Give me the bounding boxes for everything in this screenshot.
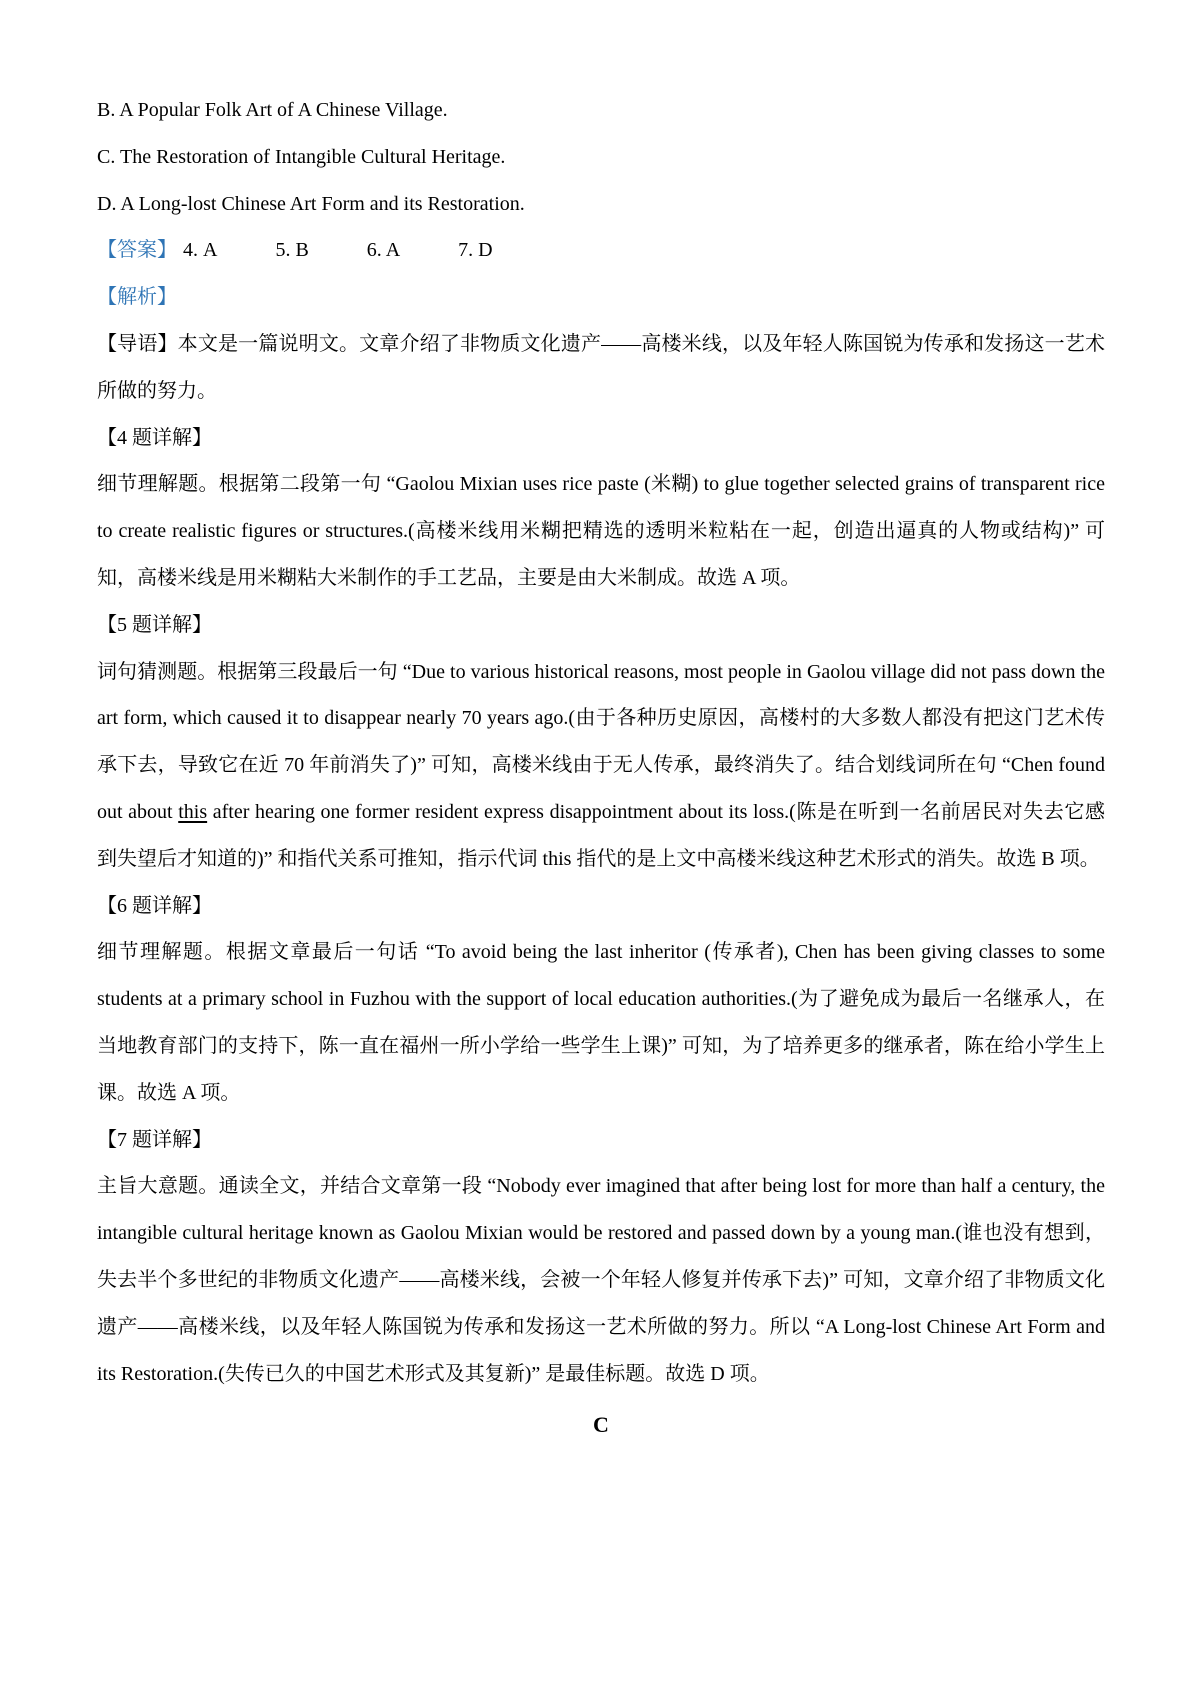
lead-paragraph bbox=[97, 321, 1105, 415]
section-5-text-post: after hearing one former resident express disappointment about its loss.(陈是在听到一名前居民对失去它感到失望后才知道的)” 和指代关系可推知，指示代词 this 指代的是上文中高楼米线这种艺术形式的消失。故选 B 项。 bbox=[97, 800, 1105, 870]
lead-label: 【导语】 bbox=[97, 332, 178, 355]
answer-item-7: 7. D bbox=[458, 239, 493, 262]
section-6-heading: 【6 题详解】 bbox=[97, 894, 212, 917]
section-4-heading: 【4 题详解】 bbox=[97, 426, 212, 449]
answer-item-6: 6. A bbox=[366, 239, 401, 262]
passage-letter-c: C bbox=[593, 1412, 609, 1438]
underlined-this: this bbox=[178, 800, 208, 823]
section-5-text-pre: 词句猜测题。根据第三段最后一句 “Due to various historical reasons, most people in Gaolou village did not pass down the art form, which caused it to disappear nearly 70 years ago.(由于各种历史原因，高楼村的大多数人都没有把这门艺术传承下去，导致它在近 70 年前消失了)” 可知，高楼米线由于无人传承，最终消失了。结合划线词所在句 “Chen found out about bbox=[97, 660, 1105, 823]
section-6-text: 细节理解题。根据文章最后一句话 “To avoid being the last inheritor (传承者), Chen has been giving classes to some students at a primary school in Fuzhou with the support of local education authorities.(为了避免成为最后一名继承人，在当地教育部门的支持下，陈一直在福州一所小学给一些学生上课)” 可知，为了培养更多的继承者，陈在给小学生上课。故选 A 项。 bbox=[97, 941, 1105, 1104]
option-line-b: B. A Popular Folk Art of A Chinese Village. bbox=[97, 99, 448, 121]
section-4-text: 细节理解题。根据第二段第一句 “Gaolou Mixian uses rice paste (米糊) to glue together selected grains of transparent rice to create realistic figures or structures.(高楼米线用米糊把精选的透明米粒粘在一起，创造出逼真的人物或结构)” 可知，高楼米线是用米糊粘大米制作的手工艺品，主要是由大米制成。故选 A 项。 bbox=[97, 473, 1105, 589]
answer-line bbox=[97, 227, 1105, 274]
section-7-text: 主旨大意题。通读全文，并结合文章第一段 “Nobody ever imagined that after being lost for more than half a century, the intangible cultural heritage known as Gaolou Mixian would be restored and passed down by a young man.(谁也没有想到，失去半个多世纪的非物质文化遗产——高楼米线，会被一个年轻人修复并传承下去)” 可知，文章介绍了非物质文化遗产——高楼米线，以及年轻人陈国锐为传承和发扬这一艺术所做的努力。所以 “A Long-lost Chinese Art Form and its Restoration.(失传已久的中国艺术形式及其复新)” 是最佳标题。故选 D 项。 bbox=[97, 1175, 1105, 1385]
section-5-paragraph bbox=[97, 649, 1105, 883]
answer-item-4: 4. A bbox=[183, 239, 218, 262]
lead-text: 本文是一篇说明文。文章介绍了非物质文化遗产——高楼米线，以及年轻人陈国锐为传承和发扬这一艺术所做的努力。 bbox=[97, 332, 1106, 402]
answer-item-5: 5. B bbox=[275, 239, 309, 262]
section-7-paragraph bbox=[97, 1163, 1105, 1397]
section-7-heading: 【7 题详解】 bbox=[97, 1128, 212, 1151]
option-line-d: D. A Long-lost Chinese Art Form and its Restoration. bbox=[97, 192, 525, 215]
analysis-label: 【解析】 bbox=[97, 286, 177, 309]
answer-label: 【答案】 bbox=[97, 239, 177, 262]
section-4-paragraph bbox=[97, 461, 1105, 601]
option-line-c: C. The Restoration of Intangible Cultural Heritage. bbox=[97, 145, 506, 168]
section-5-heading: 【5 题详解】 bbox=[97, 613, 212, 636]
analysis-line bbox=[97, 274, 1105, 321]
section-6-paragraph bbox=[97, 929, 1105, 1116]
